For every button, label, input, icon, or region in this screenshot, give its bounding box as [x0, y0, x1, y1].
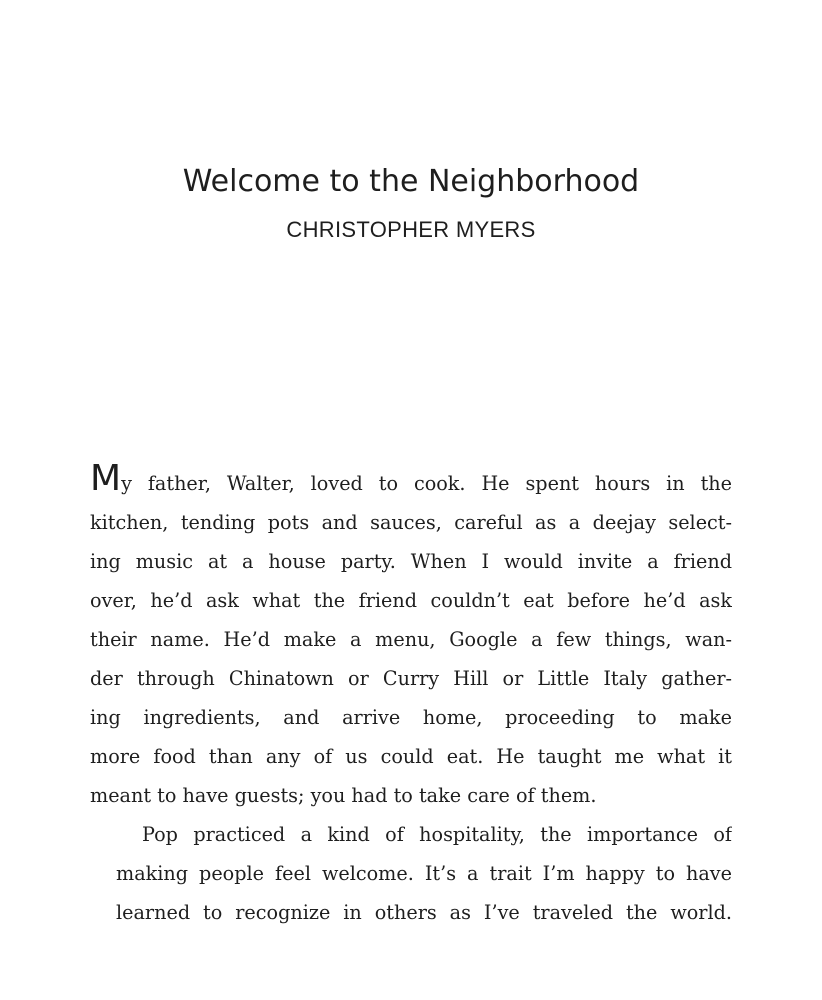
paragraph-1	[90, 464, 732, 815]
chapter-title: Welcome to the Neighborhood	[182, 164, 640, 199]
drop-cap: M	[90, 464, 122, 499]
body-line: learned to recognize in others as I’ve traveled the world.	[116, 901, 732, 924]
body-line: Pop practiced a kind of hospitality, the importance of	[142, 823, 732, 846]
body-line: more food than any of us could eat. He taught me what it	[90, 745, 732, 768]
body-line: making people feel welcome. It’s a trait I’m happy to have	[116, 862, 732, 885]
paragraph-2	[90, 815, 732, 932]
body-line	[90, 464, 732, 503]
chapter-author: CHRISTOPHER MYERS	[286, 217, 536, 242]
line-text: y father, Walter, loved to cook. He spent hours in the	[121, 472, 732, 495]
body-line: ing music at a house party. When I would invite a friend	[90, 550, 732, 573]
body-line: over, he’d ask what the friend couldn’t eat before he’d ask	[90, 589, 732, 612]
body-line: their name. He’d make a menu, Google a few things, wan-	[90, 628, 732, 651]
body-line: meant to have guests; you had to take care of them.	[90, 784, 597, 807]
body-text	[90, 464, 732, 932]
body-line: der through Chinatown or Curry Hill or Little Italy gather-	[90, 667, 732, 690]
body-line: kitchen, tending pots and sauces, careful as a deejay select-	[90, 511, 732, 534]
body-line: ing ingredients, and arrive home, proceeding to make	[90, 706, 732, 729]
